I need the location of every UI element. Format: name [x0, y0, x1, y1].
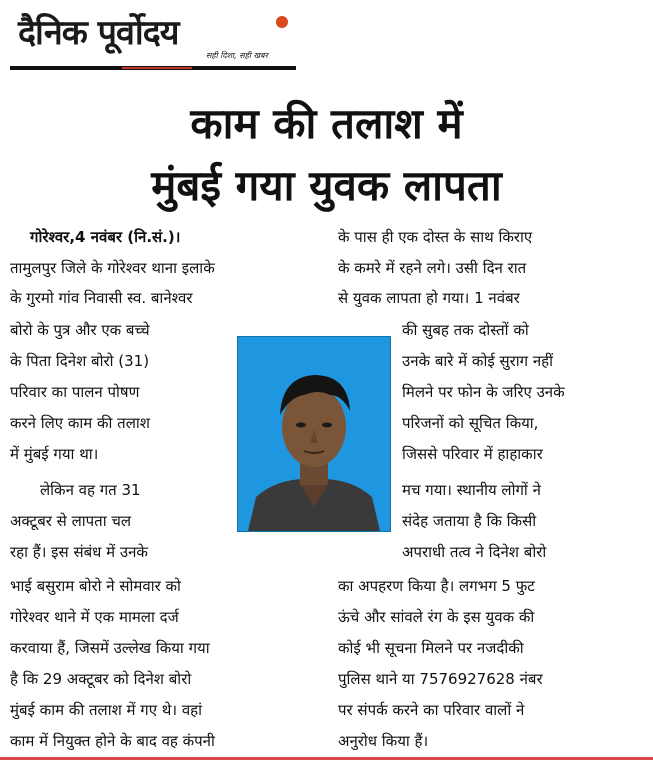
article-line: परिजनों को सूचित किया,	[402, 414, 539, 432]
article-line: मिलने पर फोन के जरिए उनके	[402, 383, 565, 401]
article-line: की सुबह तक दोस्तों को	[402, 321, 529, 339]
article-line: अपराधी तत्व ने दिनेश बोरो	[402, 543, 547, 561]
headline-line-2: मुंबई गया युवक लापता	[151, 161, 502, 210]
article-line: कोई भी सूचना मिलने पर नजदीकी	[338, 639, 524, 657]
article-line: जिससे परिवार में हाहाकार	[402, 445, 543, 463]
newspaper-logo: दैनिक पूर्वोदय	[18, 13, 179, 53]
portrait-illustration	[238, 337, 390, 531]
article-line: संदेह जताया है कि किसी	[402, 512, 537, 530]
article-line: रहा हैं। इस संबंध में उनके	[10, 543, 148, 561]
article-line: करने लिए काम की तलाश	[10, 414, 150, 432]
article-line: काम में नियुक्त होने के बाद वह कंपनी	[10, 732, 215, 750]
article-line: बोरो के पुत्र और एक बच्चे	[10, 321, 150, 339]
logo-dot	[276, 16, 288, 28]
article-line: करवाया हैं, जिसमें उल्लेख किया गया	[10, 639, 210, 657]
article-line: अनुरोध किया हैं।	[338, 732, 429, 750]
person-photo	[237, 336, 391, 532]
masthead	[10, 6, 300, 70]
article-line: तामुलपुर जिले के गोरेश्वर थाना इलाके	[10, 259, 215, 277]
article-line: के कमरे में रहने लगे। उसी दिन रात	[338, 259, 527, 277]
article-line: लेकिन वह गत 31	[40, 481, 141, 499]
article-line: के पिता दिनेश बोरो (31)	[10, 352, 150, 370]
bottom-rule	[0, 757, 653, 760]
article-line: का अपहरण किया है। लगभग 5 फुट	[338, 577, 535, 595]
logo-tagline: सही दिशा, सही खबर	[206, 51, 268, 60]
article-line: ऊंचे और सांवले रंग के इस युवक की	[338, 608, 535, 626]
article-line: से युवक लापता हो गया। 1 नवंबर	[338, 289, 520, 307]
article-line: उनके बारे में कोई सुराग नहीं	[402, 352, 554, 370]
headline-line-1: काम की तलाश में	[190, 99, 463, 148]
masthead-rule-accent	[122, 67, 192, 69]
article-line: पर संपर्क करने का परिवार वालों ने	[338, 701, 525, 719]
article-line: परिवार का पालन पोषण	[10, 383, 140, 401]
dateline: गोरेश्वर,4 नवंबर (नि.सं.)।	[30, 228, 181, 246]
article-line: मच गया। स्थानीय लोगों ने	[402, 481, 541, 499]
article-line: गोरेश्वर थाने में एक मामला दर्ज	[10, 608, 179, 626]
article-line: है कि 29 अक्टूबर को दिनेश बोरो	[10, 670, 192, 688]
article-line: के गुरमो गांव निवासी स्व. बानेश्वर	[10, 289, 193, 307]
article-line: पुलिस थाने या 7576927628 नंबर	[338, 670, 543, 688]
article-line: भाई बसुराम बोरो ने सोमवार को	[10, 577, 181, 595]
article-line: में मुंबई गया था।	[10, 445, 99, 463]
article-line: मुंबई काम की तलाश में गए थे। वहां	[10, 701, 203, 719]
article-line: अक्टूबर से लापता चल	[10, 512, 132, 530]
article-line: के पास ही एक दोस्त के साथ किराए	[338, 228, 533, 246]
